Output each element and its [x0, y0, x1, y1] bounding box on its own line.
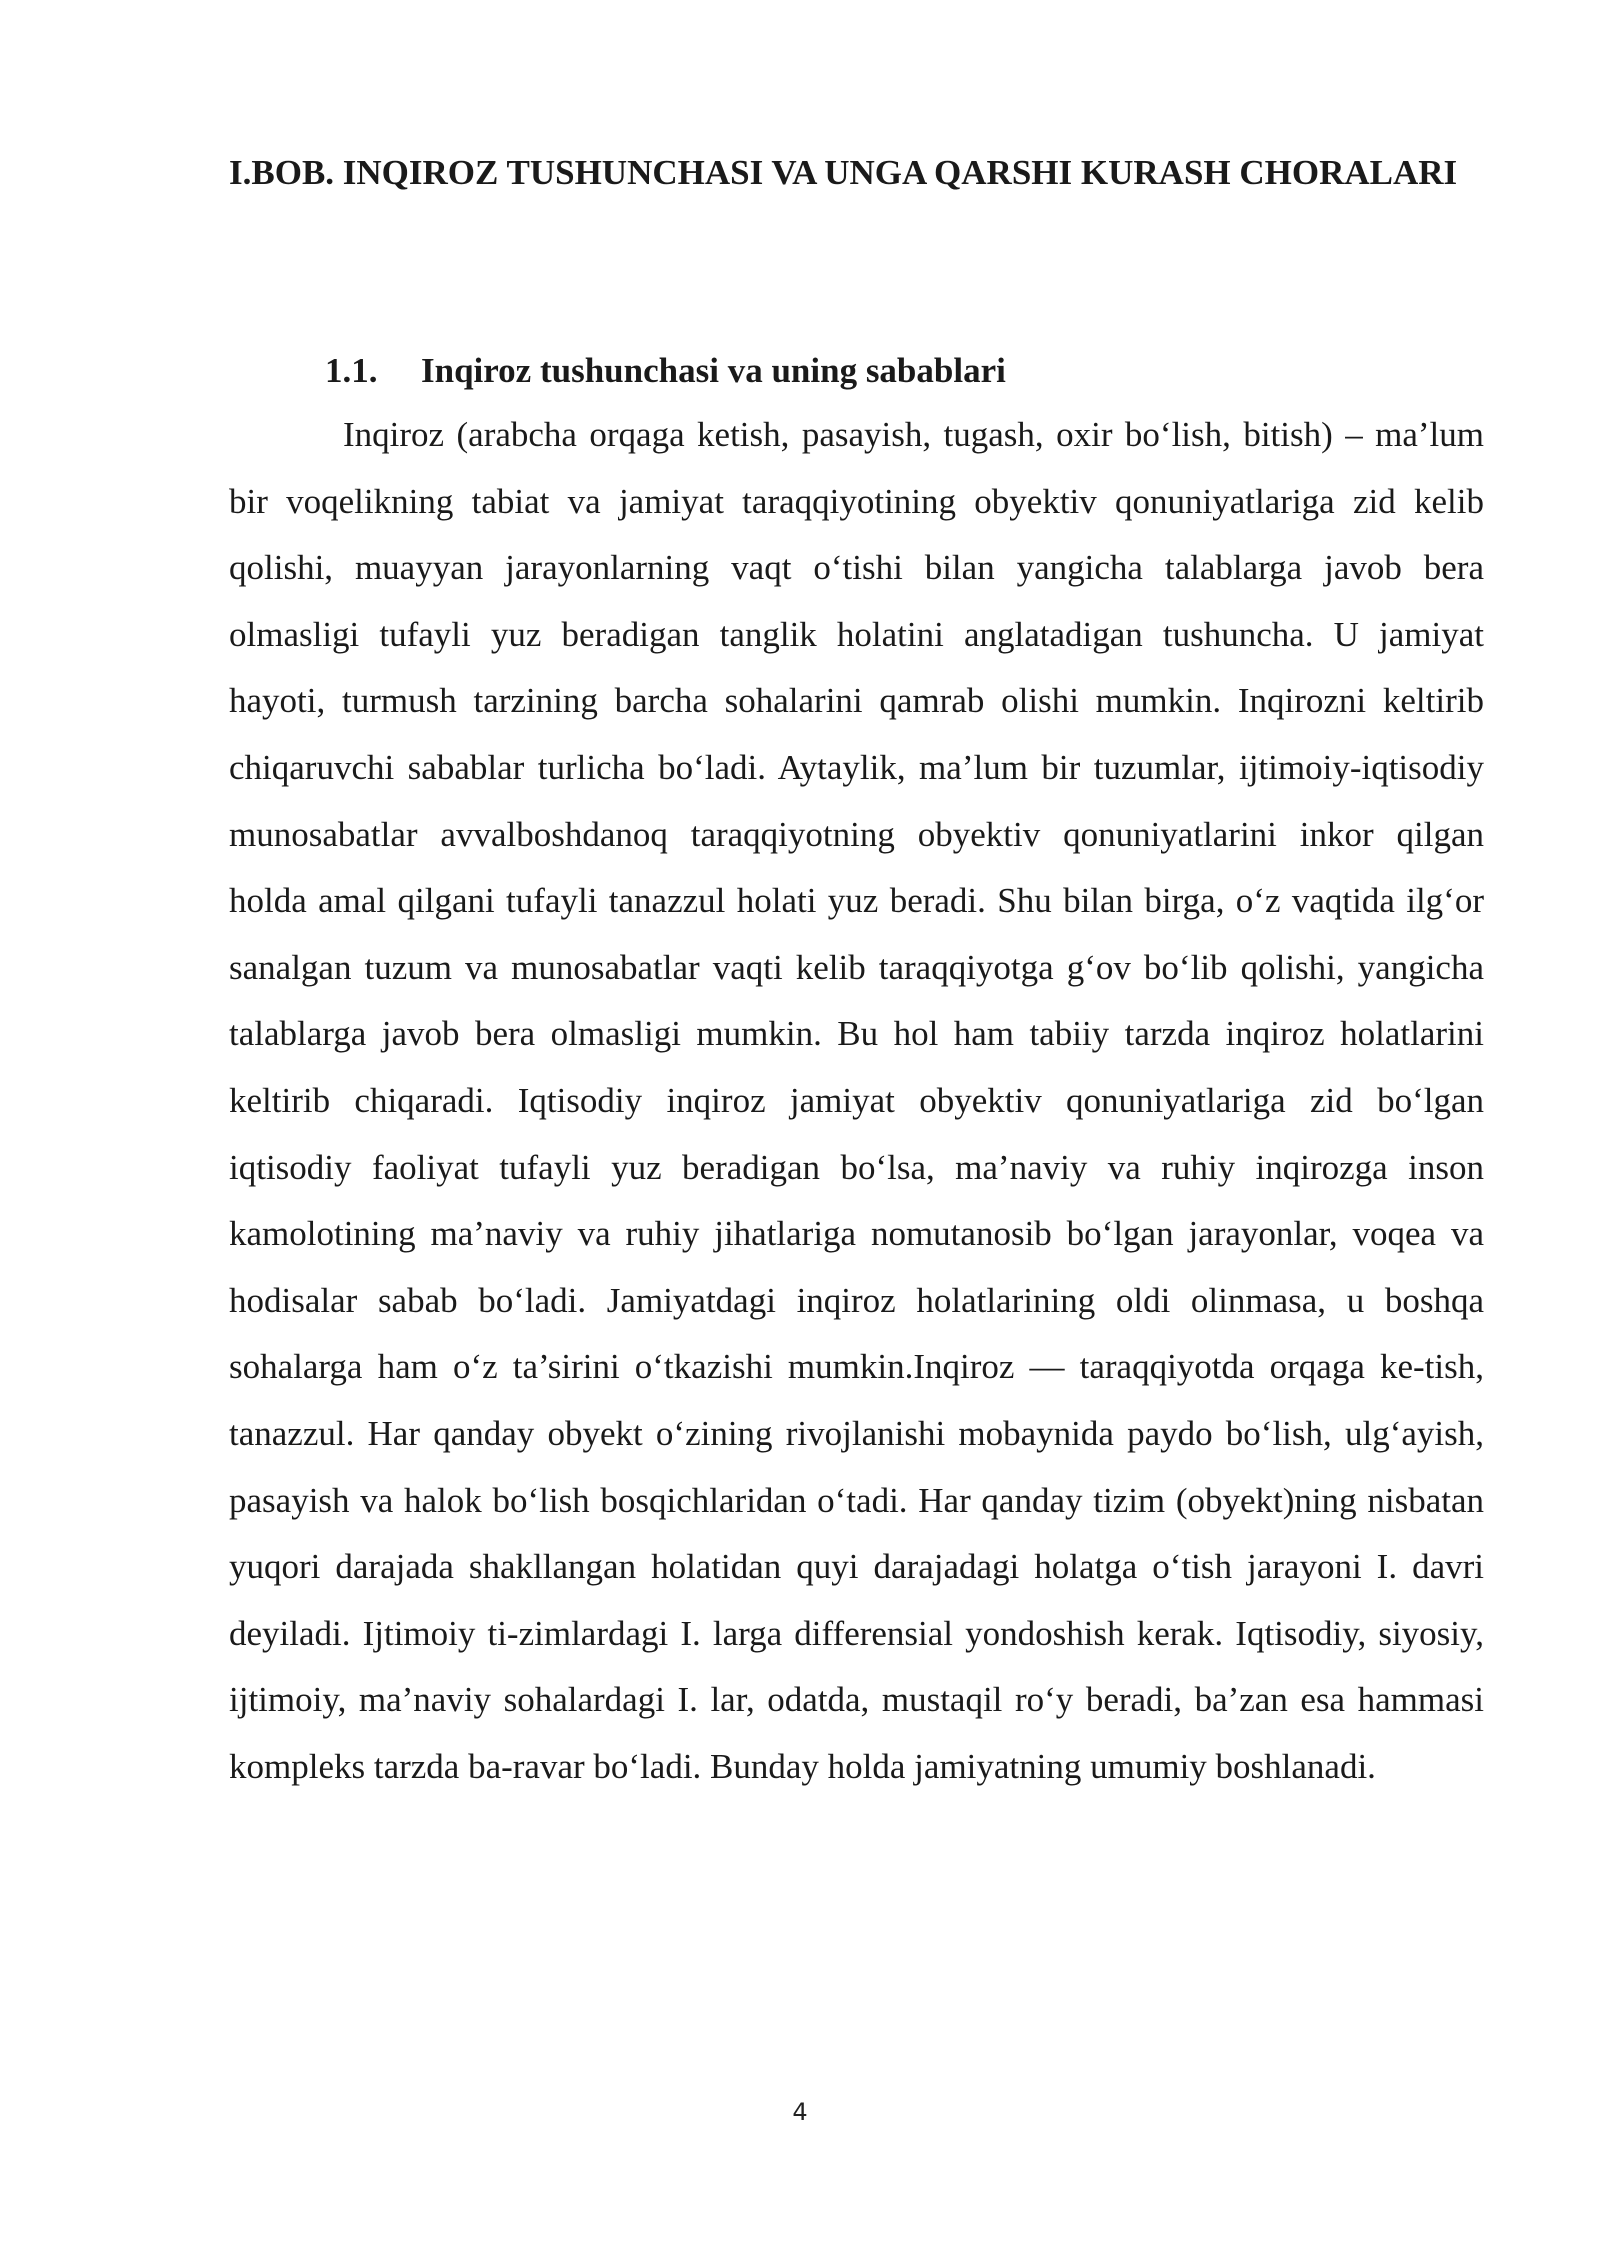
- section-number: 1.1.: [325, 351, 378, 390]
- page-number: 4: [792, 2098, 808, 2126]
- section-heading: [325, 338, 1006, 404]
- body-paragraph: Inqiroz (arabcha orqaga ketish, pasayish, tugash, oxir bo‘lish, bitish) – ma’lum bir voqelikning tabiat va jamiyat taraqqiyotining obyektiv qonuniyatlariga zid kelib qolishi, muayyan jarayonlarning vaqt o‘tishi bilan yangicha talablarga javob bera olmasligi tufayli yuz beradigan tanglik holatini anglatadigan tushuncha. U jamiyat hayoti, turmush tarzining barcha sohalarini qamrab olishi mumkin. Inqirozni keltirib chiqaruvchi sabablar turlicha bo‘ladi. Aytaylik, ma’lum bir tuzumlar, ijtimoiy-iqtisodiy munosabatlar avvalboshdanoq taraqqiyotning obyektiv qonuniyatlarini inkor qilgan holda amal qilgani tufayli tanazzul holati yuz beradi. Shu bilan birga, o‘z vaqtida ilg‘or sanalgan tuzum va munosabatlar vaqti kelib taraqqiyotga g‘ov bo‘lib qolishi, yangicha talablarga javob bera olmasligi mumkin. Bu hol ham tabiiy tarzda inqiroz holatlarini keltirib chiqaradi. Iqtisodiy inqiroz jamiyat obyektiv qonuniyatlariga zid bo‘lgan iqtisodiy faoliyat tufayli yuz beradigan bo‘lsa, ma’naviy va ruhiy inqirozga inson kamolotining ma’naviy va ruhiy jihatlariga nomutanosib bo‘lgan jarayonlar, voqea va hodisalar sabab bo‘ladi. Jamiyatdagi inqiroz holatlarining oldi olinmasa, u boshqa sohalarga ham o‘z ta’sirini o‘tkazishi mumkin.Inqiroz — taraqqiyotda orqaga ke-tish, tanazzul. Har qanday obyekt o‘zining rivojlanishi mobaynida paydo bo‘lish, ulg‘ayish, pasayish va halok bo‘lish bosqichlaridan o‘tadi. Har qanday tizim (obyekt)ning nisbatan yuqori darajada shakllangan holatidan quyi darajadagi holatga o‘tish jarayoni I. davri deyiladi. Ijtimoiy ti-zimlardagi I. larga differensial yondoshish kerak. Iqtisodiy, siyosiy, ijtimoiy, ma’naviy sohalardagi I. lar, odatda, mustaqil ro‘y beradi, ba’zan esa hammasi kompleks tarzda ba-ravar bo‘ladi. Bunday holda jamiyatning umumiy boshlanadi.: [229, 415, 1484, 1786]
- section-title: Inqiroz tushunchasi va uning sabablari: [421, 351, 1006, 390]
- chapter-title: I.BOB. INQIROZ TUSHUNCHASI VA UNGA QARSHI KURASH CHORALARI: [229, 153, 1458, 192]
